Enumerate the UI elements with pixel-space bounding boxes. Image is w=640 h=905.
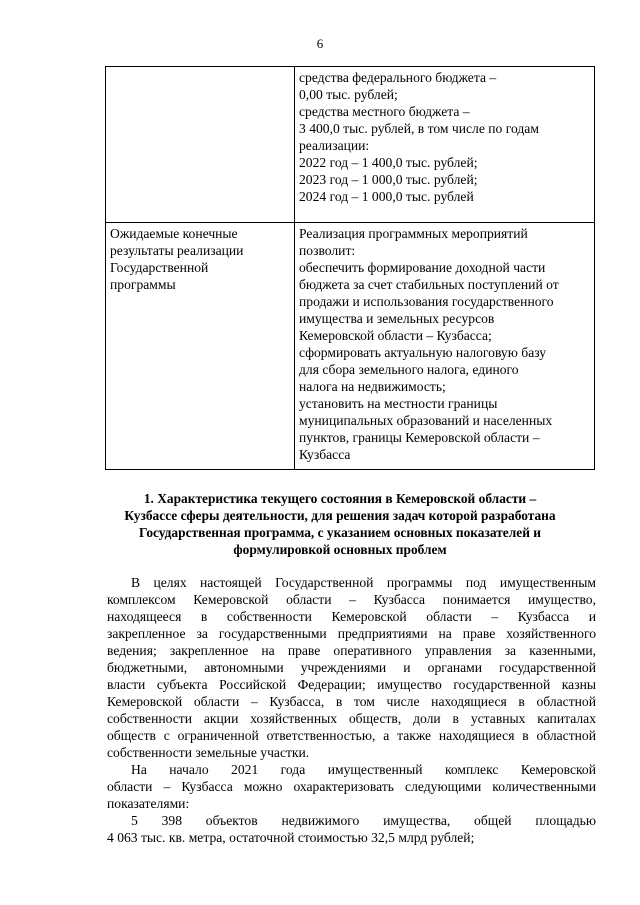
results-line: установить на местности границы	[299, 396, 498, 411]
results-line: для сбора земельного налога, единого	[299, 362, 519, 377]
label-line: результаты реализации	[110, 243, 244, 258]
funding-line: средства местного бюджета –	[299, 104, 470, 119]
table-cell-funding	[295, 67, 595, 223]
heading-line: Государственная программа, с указанием основных показателей и	[139, 525, 541, 540]
funding-line: 2022 год – 1 400,0 тыс. рублей;	[299, 155, 478, 170]
funding-line: 2023 год – 1 000,0 тыс. рублей;	[299, 172, 478, 187]
heading-line: 1. Характеристика текущего состояния в Кемеровской области –	[143, 491, 537, 506]
paragraph-line: комплексом Кемеровской области – Кузбасса понимается имущество,	[107, 592, 596, 607]
results-line: позволит:	[299, 243, 356, 258]
paragraph-line: На начало 2021 года имущественный комплекс Кемеровской	[131, 762, 596, 777]
paragraph-line: области – Кузбасса можно охарактеризовать следующими количественными	[107, 779, 596, 794]
page-number: 6	[316, 36, 324, 51]
results-line: Кузбасса	[299, 447, 351, 462]
label-line: программы	[110, 277, 176, 292]
paragraph-line: обществ с ограниченной ответственностью, а также находящиеся в областной	[107, 728, 596, 743]
results-line: сформировать актуальную налоговую базу	[299, 345, 547, 360]
table-row	[106, 67, 595, 223]
results-line: муниципальных образований и населенных	[299, 413, 553, 428]
paragraph-line: находящееся в собственности Кемеровской области – Кузбасса и	[107, 609, 596, 624]
results-line: продажи и использования государственного	[299, 294, 554, 309]
paragraph-line: власти субъекта Российской Федерации; имущество государственной казны	[107, 677, 596, 692]
funding-line: 0,00 тыс. рублей;	[299, 87, 398, 102]
results-line: Реализация программных мероприятий	[299, 226, 528, 241]
table-cell-results	[295, 223, 595, 470]
section-heading	[90, 490, 590, 558]
results-line: Кемеровской области – Кузбасса;	[299, 328, 492, 343]
funding-line: 3 400,0 тыс. рублей, в том числе по годам	[299, 121, 539, 136]
paragraph-line: собственности акции хозяйственных обществ, доли в уставных капиталах	[107, 711, 596, 726]
heading-line: Кузбассе сферы деятельности, для решения задач которой разработана	[124, 508, 556, 523]
results-line: бюджета за счет стабильных поступлений от	[299, 277, 559, 292]
paragraph-line: бюджетными, автономными учреждениями и органами государственной	[107, 660, 596, 675]
table-row	[106, 223, 595, 470]
paragraph-line: закрепленное за государственными предприятиями на праве хозяйственного	[107, 626, 596, 641]
funding-line: реализации:	[299, 138, 370, 153]
funding-line: средства федерального бюджета –	[299, 70, 497, 85]
results-line: обеспечить формирование доходной части	[299, 260, 546, 275]
label-line: Государственной	[110, 260, 209, 275]
body-text	[107, 574, 596, 846]
passport-table	[105, 66, 595, 470]
paragraph-line: В целях настоящей Государственной программы под имущественным	[131, 575, 596, 590]
funding-line: 2024 год – 1 000,0 тыс. рублей	[299, 189, 474, 204]
paragraph-line: показателями:	[107, 796, 190, 811]
table-cell-label	[106, 223, 295, 470]
paragraph-line: собственности земельные участки.	[107, 745, 310, 760]
results-line: налога на недвижимость;	[299, 379, 446, 394]
paragraph-line: ведения; закрепленное на праве оперативного управления за казенными,	[107, 643, 596, 658]
paragraph-line: Кемеровской области – Кузбасса, в том числе находящиеся в областной	[107, 694, 596, 709]
label-line: Ожидаемые конечные	[110, 226, 238, 241]
paragraph-line: 4 063 тыс. кв. метра, остаточной стоимостью 32,5 млрд рублей;	[107, 830, 475, 845]
paragraph-line: 5 398 объектов недвижимого имущества, общей площадью	[131, 813, 596, 828]
heading-line: формулировкой основных проблем	[233, 542, 447, 557]
table-cell-label	[106, 67, 295, 223]
results-line: пунктов, границы Кемеровской области –	[299, 430, 540, 445]
results-line: имущества и земельных ресурсов	[299, 311, 495, 326]
